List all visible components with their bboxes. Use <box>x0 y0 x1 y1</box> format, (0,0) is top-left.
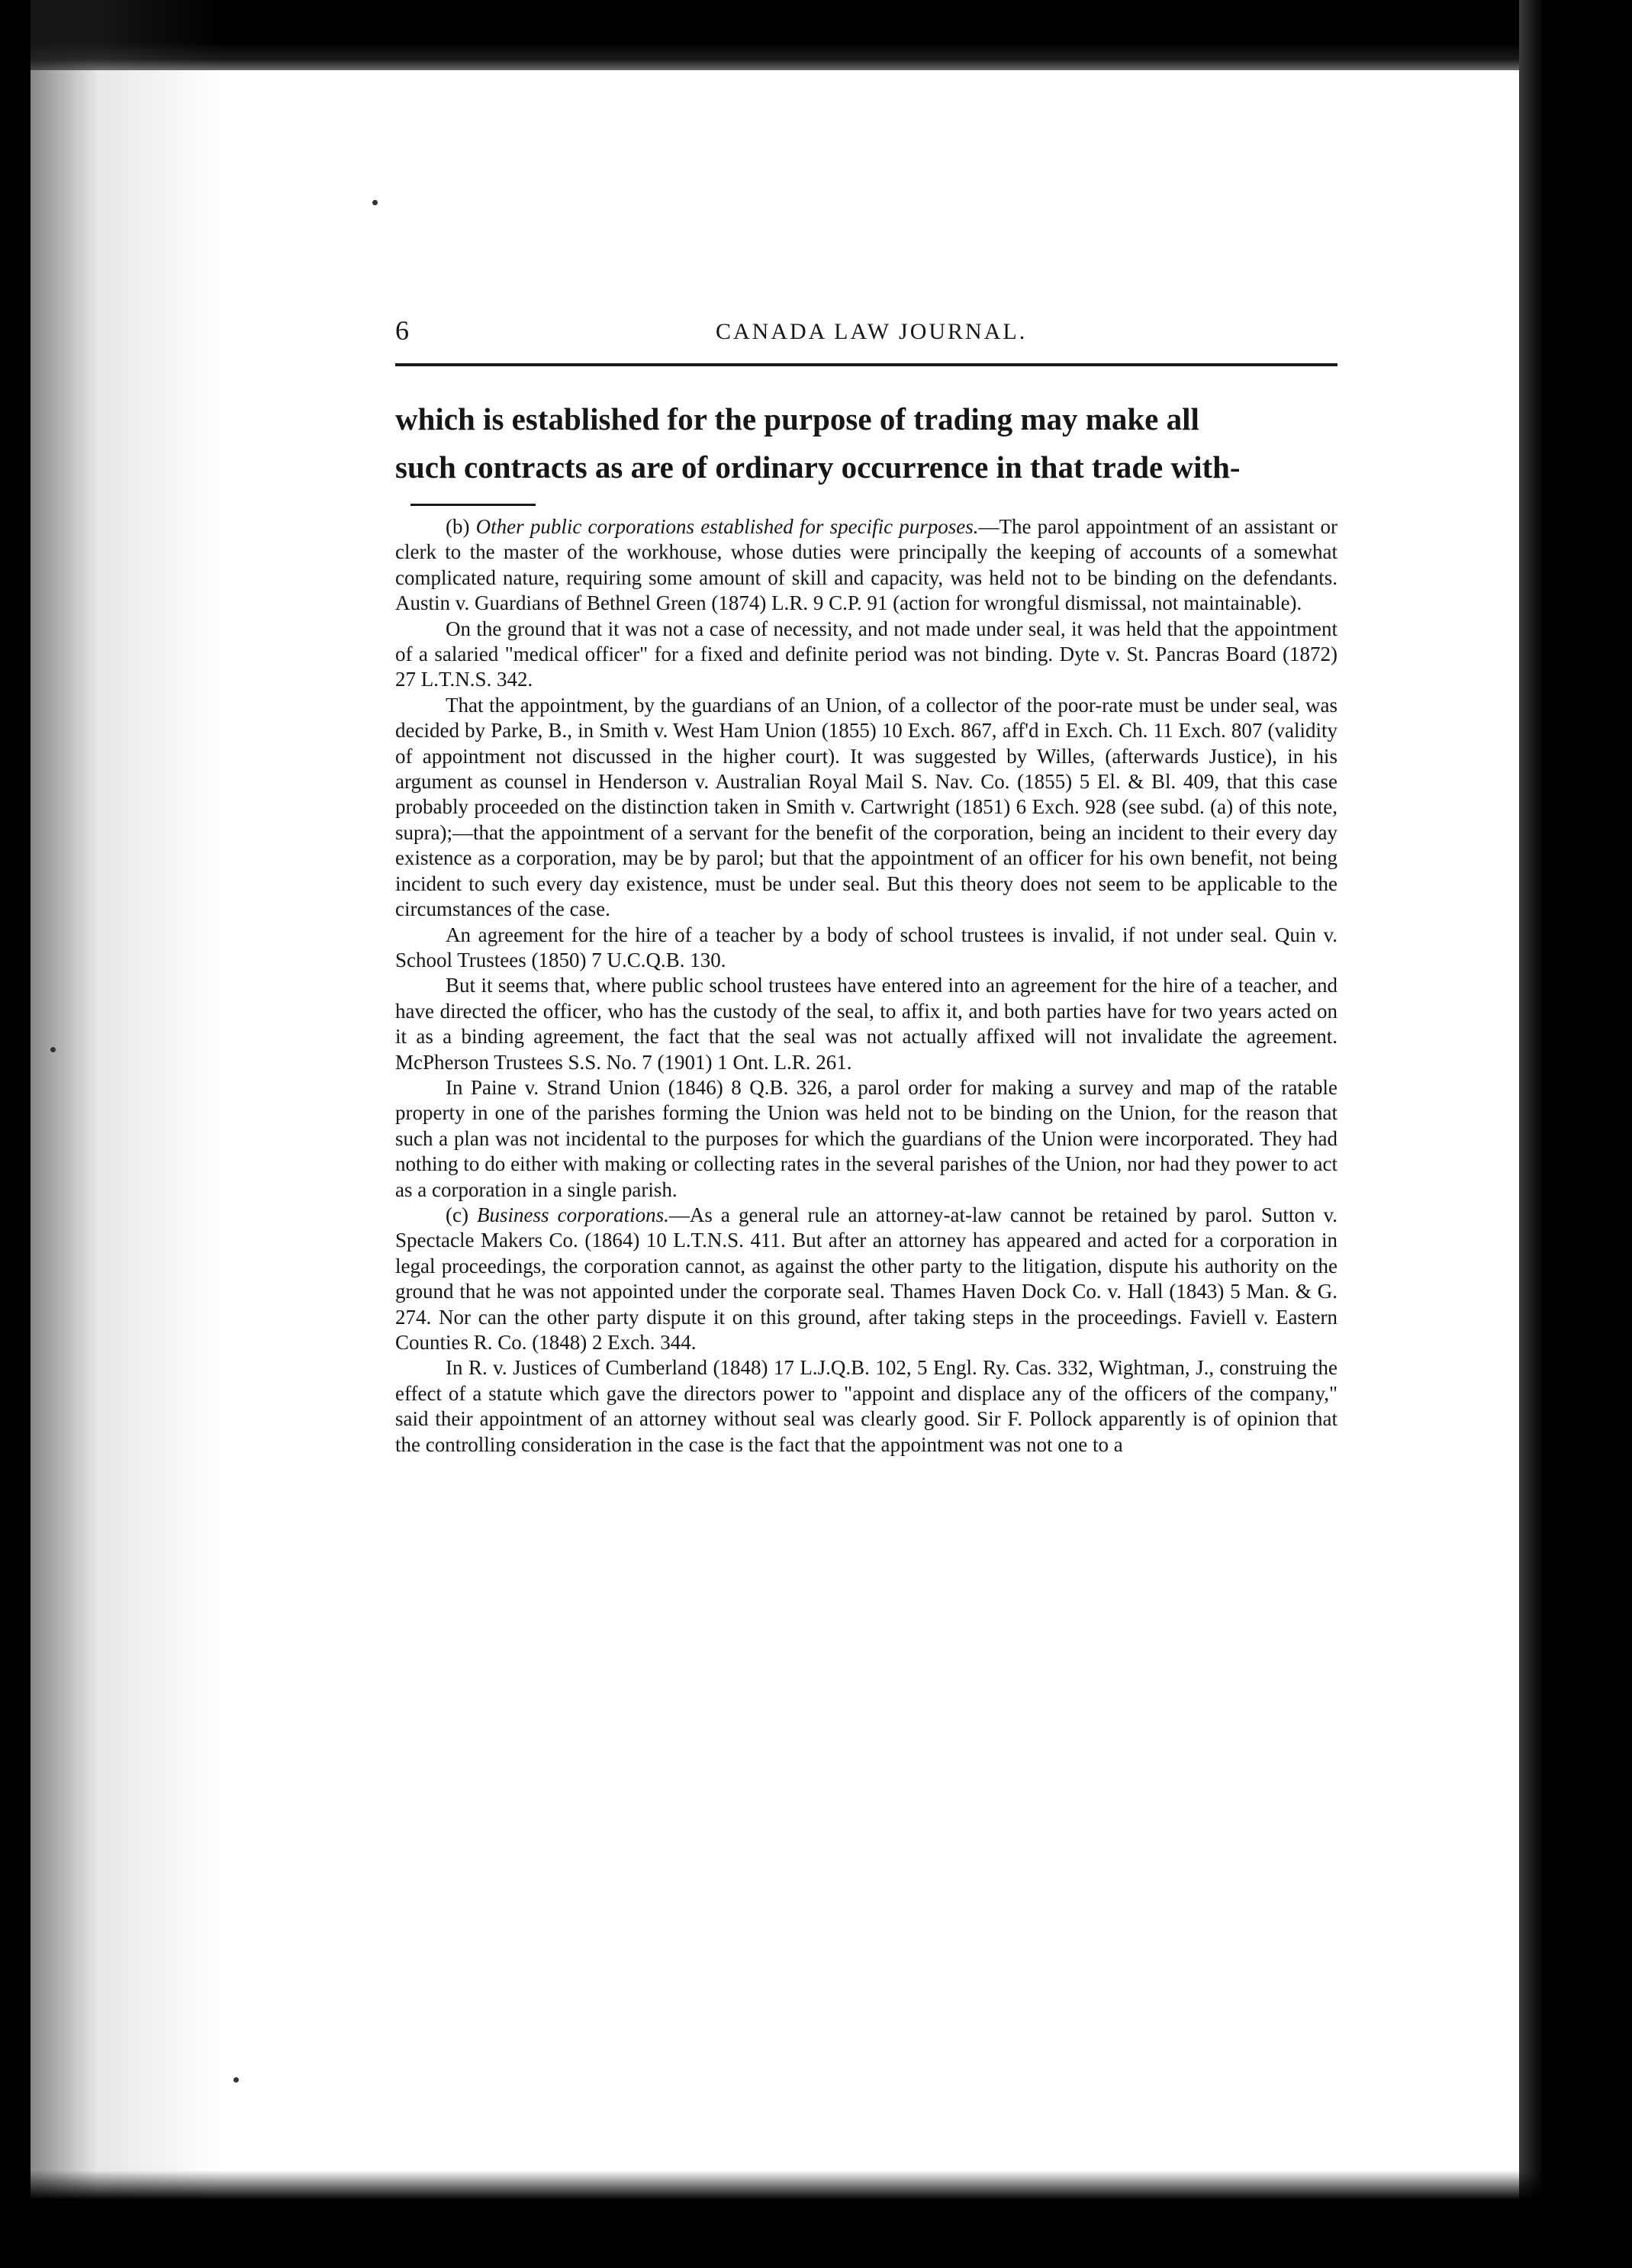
footnote-paragraph: An agreement for the hire of a teacher by a body of school trustees is invalid, if not under seal. Quin v. School Trustees (1850) 7 U.C.Q.B. 130. <box>395 923 1337 971</box>
footnote-paragraph <box>395 514 1337 617</box>
page-number: 6 <box>395 315 409 346</box>
footnote-heading: Business corporations. <box>477 1203 669 1226</box>
footnote-heading: Other public corporations established for specific purposes. <box>475 515 979 538</box>
footnote-paragraph: But it seems that, where public school trustees have entered into an agreement for the hire of a teacher, and have directed the officer, who has the custody of the seal, to affix it, and both parties have for two years acted on it as a binding agreement, the fact that the seal was not actually affixed will not invalidate the agreement. McPherson Trustees S.S. No. 7 (1901) 1 Ont. L.R. 261. <box>395 974 1337 1074</box>
scan-shadow-left <box>31 0 221 2268</box>
header-rule <box>395 363 1337 366</box>
scan-border-right <box>1519 0 1632 2268</box>
footnotes <box>395 514 1337 1458</box>
footnote-text: —The parol appointment of an assistant or clerk to the master of the workhouse, whose duties were principally the keeping of accounts of a somewhat complicated nature, requiring some amount of skill and capacity, was held not to be binding on the defendants. Austin v. Guardians of Bethnel Green (1874) L.R. 9 C.P. 91 (action for wrongful dismissal, not maintainable). <box>395 515 1338 615</box>
body-text <box>395 395 1337 491</box>
footnote-paragraph: In Paine v. Strand Union (1846) 8 Q.B. 326, a parol order for making a survey and map of the ratable property in one of the parishes forming the Union was held not to be binding on the Union, for the reason that such a plan was not incidental to the purposes for which the guardians of the Union were incorporated. They had nothing to do either with making or collecting rates in the several parishes of the Union, nor had they power to act as a corporation in a single parish. <box>395 1075 1337 1201</box>
running-head <box>395 314 1337 353</box>
scan-border-top <box>0 0 1632 70</box>
speck <box>233 2077 239 2083</box>
scan-border-left <box>0 0 31 2268</box>
footnote-paragraph <box>395 1203 1337 1355</box>
scan-border-bottom <box>0 2170 1632 2268</box>
footnote-label: (b) <box>446 515 476 538</box>
footnote-label: (c) <box>446 1203 478 1226</box>
footnote-paragraph: In R. v. Justices of Cumberland (1848) 17 L.J.Q.B. 102, 5 Engl. Ry. Cas. 332, Wightman, J., construing the effect of a statute which gave the directors power to "appoint and displace any of the officers of the company," said their appointment of an attorney without seal was clearly good. Sir F. Pollock apparently is of opinion that the controlling consideration in the case is the fact that the appointment was not one to a <box>395 1356 1337 1456</box>
body-line: such contracts as are of ordinary occurrence in that trade with- <box>395 449 1241 485</box>
footnote-paragraph: That the appointment, by the guardians of an Union, of a collector of the poor-rate must be under seal, was decided by Parke, B., in Smith v. West Ham Union (1855) 10 Exch. 867, aff'd in Exch. Ch. 11 Exch. 807 (validity of appointment not discussed in the higher court). It was suggested by Willes, (afterwards Justice), in his argument as counsel in Henderson v. Australian Royal Mail S. Nav. Co. (1855) 5 El. & Bl. 409, that this case probably proceeded on the distinction taken in Smith v. Cartwright (1851) 6 Exch. 928 (see subd. (a) of this note, supra);—that the appointment of a servant for the benefit of the corporation, being an incident to their every day existence as a corporation, may be by parol; but that the appointment of an officer for his own benefit, not being incident to such every day existence, must be under seal. But this theory does not seem to be applicable to the circumstances of the case. <box>395 693 1337 921</box>
footnote-paragraph: On the ground that it was not a case of necessity, and not made under seal, it was held that the appointment of a salaried "medical officer" for a fixed and definite period was not binding. Dyte v. St. Pancras Board (1872) 27 L.T.N.S. 342. <box>395 617 1337 691</box>
speck <box>372 200 378 205</box>
footnote-rule <box>410 504 536 506</box>
body-line: which is established for the purpose of trading may make all <box>395 401 1199 437</box>
speck <box>50 1047 56 1052</box>
footnote-text: —As a general rule an attorney-at-law cannot be retained by parol. Sutton v. Spectacle Makers Co. (1864) 10 L.T.N.S. 411. But after an attorney has appeared and acted for a corporation in legal proceedings, the corporation cannot, as against the other party to the litigation, dispute his authority on the ground that he was not appointed under the corporate seal. Thames Haven Dock Co. v. Hall (1843) 5 Man. & G. 274. Nor can the other party dispute it on this ground, after taking steps in the proceedings. Faviell v. Eastern Counties R. Co. (1848) 2 Exch. 344. <box>395 1203 1338 1354</box>
journal-title: CANADA LAW JOURNAL. <box>716 319 1028 344</box>
